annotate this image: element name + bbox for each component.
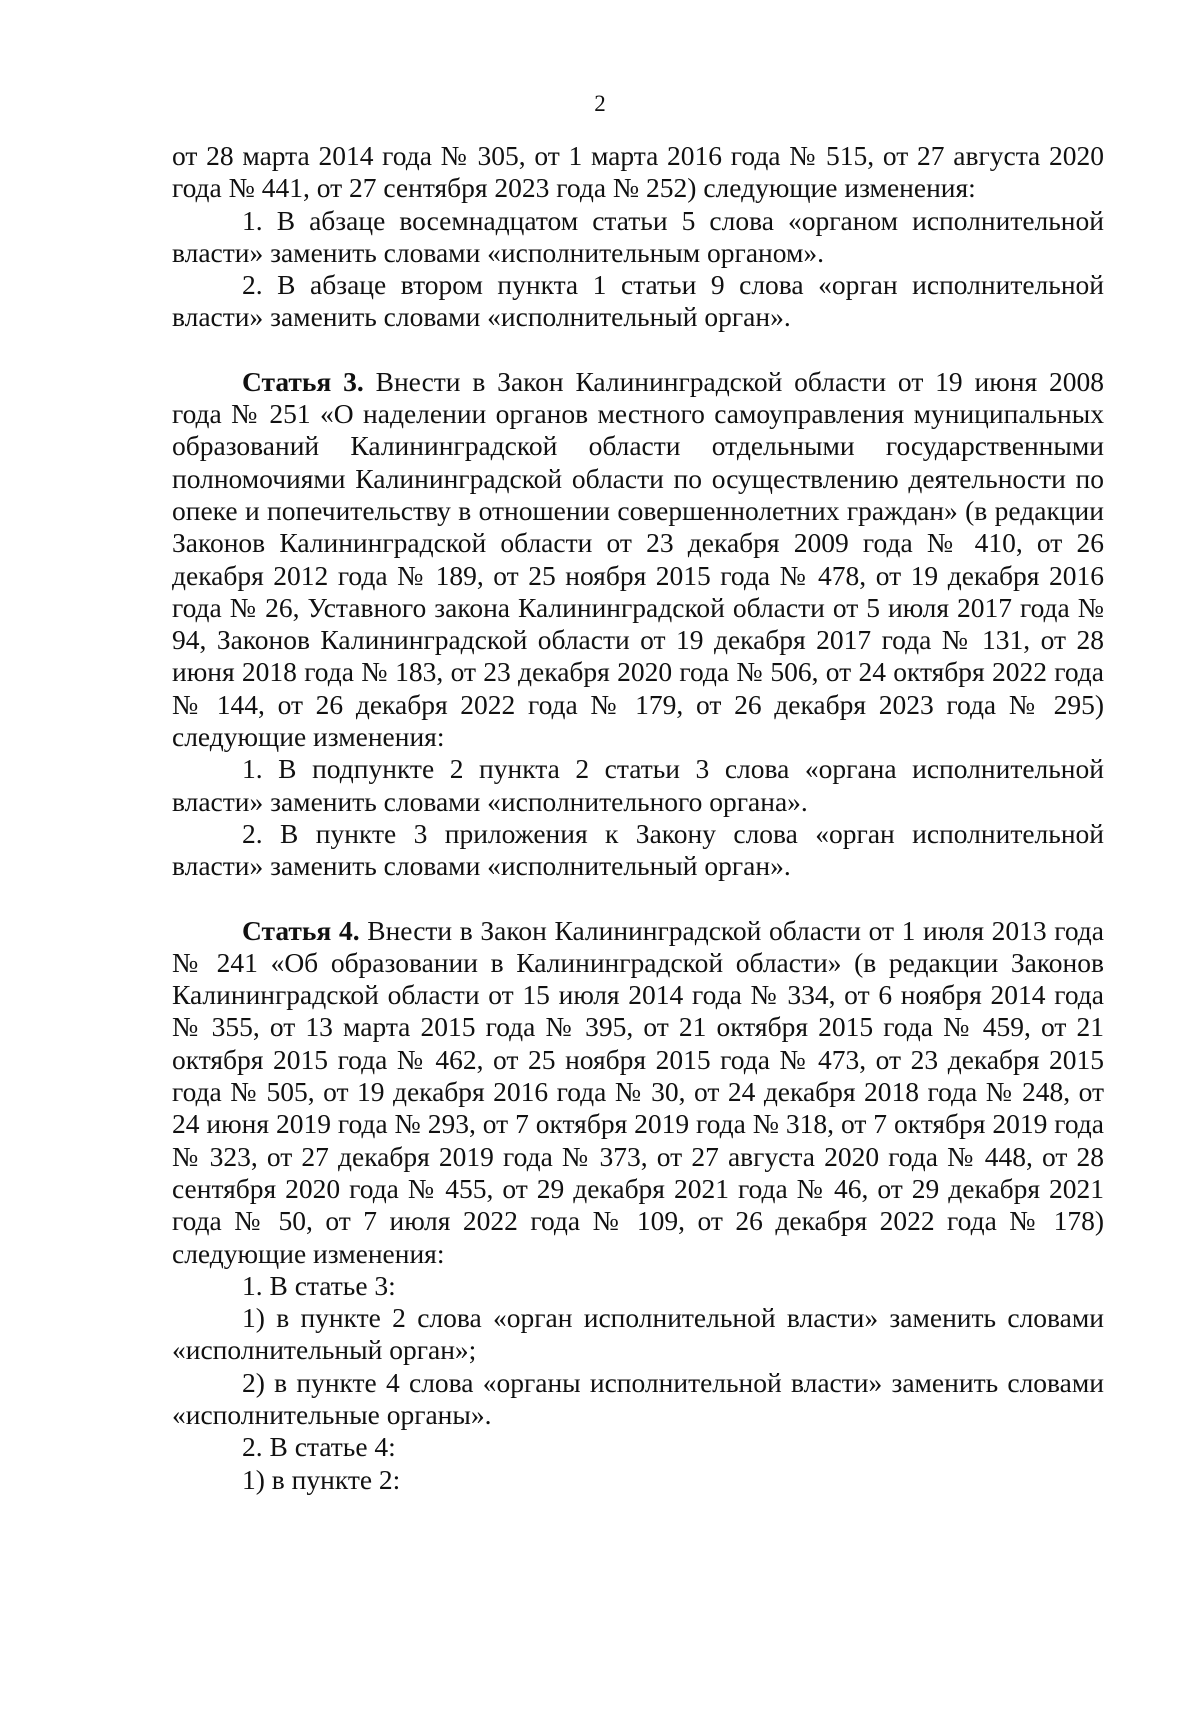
page-number: 2	[594, 91, 606, 116]
paragraph-spacer	[172, 883, 1104, 915]
article-3	[172, 366, 1104, 754]
article-4-subitem-2: 2) в пункте 4 слова «органы исполнительной власти» заменить словами «исполнительные органы».	[172, 1366, 1104, 1430]
article-3-text: Внести в Закон Калининградской области от 19 июня 2008 года № 251 «О наделении органов местного самоуправления муниципальных образований Калининградской области отдельными государственными полномочиями Калининградской области по осуществлению деятельности по опеке и попечительству в отношении совершеннолетних граждан» (в редакции Законов Калининградской области от 23 декабря 2009 года № 410, от 26 декабря 2012 года № 189, от 25 ноября 2015 года № 478, от 19 декабря 2016 года № 26, Уставного закона Калининградской области от 5 июля 2017 года № 94, Законов Калининградской области от 19 декабря 2017 года № 131, от 28 июня 2018 года № 183, от 23 декабря 2020 года № 506, от 24 октября 2022 года № 144, от 26 декабря 2022 года № 179, от 26 декабря 2023 года № 295) следующие изменения:	[172, 365, 1104, 753]
paragraph-item-1: 1. В абзаце восемнадцатом статьи 5 слова «органом исполнительной власти» заменить словами «исполнительным органом».	[172, 204, 1104, 268]
article-4	[172, 915, 1104, 1270]
paragraph-continuation: от 28 марта 2014 года № 305, от 1 марта 2016 года № 515, от 27 августа 2020 года № 441, от 27 сентября 2023 года № 252) следующие изменения:	[172, 140, 1104, 204]
article-3-item-1: 1. В подпункте 2 пункта 2 статьи 3 слова «органа исполнительной власти» заменить словами «исполнительного органа».	[172, 753, 1104, 817]
article-4-label: Статья 4.	[242, 914, 360, 946]
paragraph-spacer	[172, 334, 1104, 366]
paragraph-item-2: 2. В абзаце втором пункта 1 статьи 9 слова «орган исполнительной власти» заменить словами «исполнительный орган».	[172, 269, 1104, 333]
article-4-item-1: 1. В статье 3:	[242, 1269, 396, 1301]
article-3-label: Статья 3.	[242, 365, 364, 397]
document-body	[172, 140, 1104, 1496]
article-3-item-2: 2. В пункте 3 приложения к Закону слова «орган исполнительной власти» заменить словами «исполнительный орган».	[172, 817, 1104, 882]
article-4-text: Внести в Закон Калининградской области от 1 июля 2013 года № 241 «Об образовании в Калининградской области» (в редакции Законов Калининградской области от 15 июля 2014 года № 334, от 6 ноября 2014 года № 355, от 13 марта 2015 года № 395, от 21 октября 2015 года № 459, от 21 октября 2015 года № 462, от 25 ноября 2015 года № 473, от 23 декабря 2015 года № 505, от 19 декабря 2016 года № 30, от 24 декабря 2018 года № 248, от 24 июня 2019 года № 293, от 7 октября 2019 года № 318, от 7 октября 2019 года № 323, от 27 декабря 2019 года № 373, от 27 августа 2020 года № 448, от 28 сентября 2020 года № 455, от 29 декабря 2021 года № 46, от 29 декабря 2021 года № 50, от 7 июля 2022 года № 109, от 26 декабря 2022 года № 178) следующие изменения:	[172, 914, 1105, 1269]
article-4-subitem-1: 1) в пункте 2 слова «орган исполнительной власти» заменить словами «исполнительный орган»;	[172, 1302, 1104, 1366]
article-4-item-2-subitem-1: 1) в пункте 2:	[242, 1463, 401, 1495]
article-4-item-2: 2. В статье 4:	[242, 1431, 396, 1463]
